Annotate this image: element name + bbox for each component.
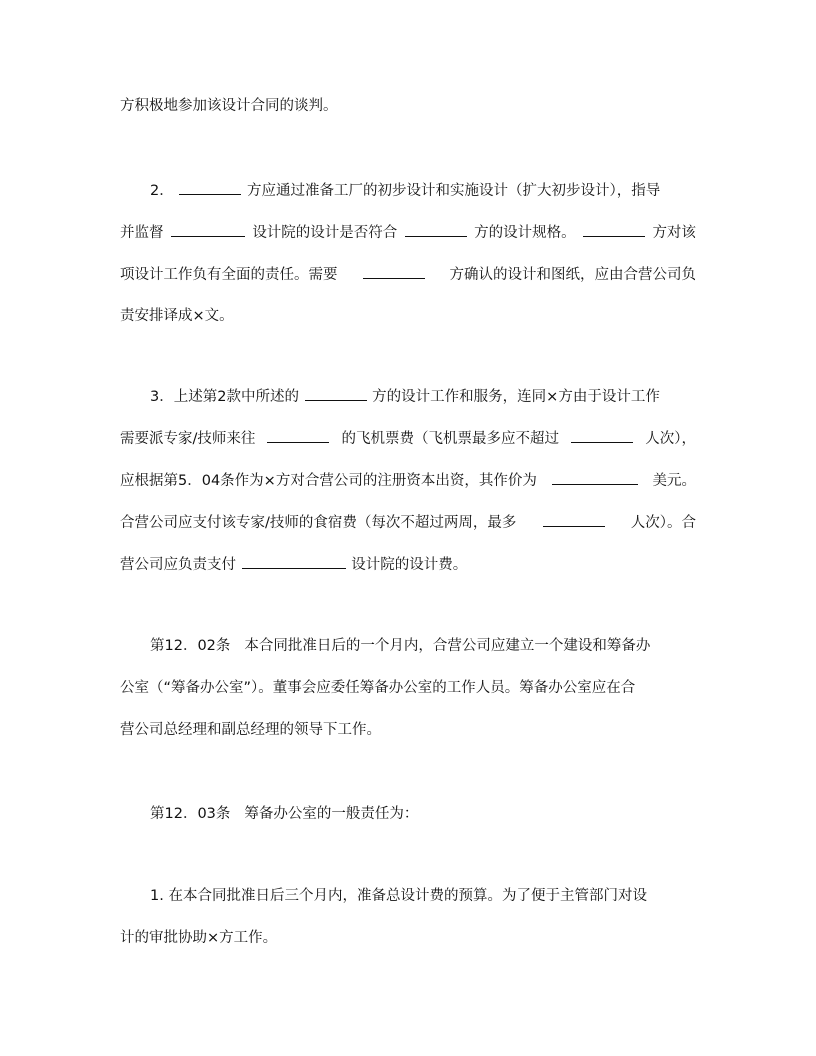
article-12-03-line-1: 第12．03条 筹备办公室的一般责任为： — [150, 806, 419, 822]
blank-field — [179, 180, 241, 195]
article-number: 第12．02条 — [150, 638, 231, 654]
paragraph-2-line-1: 2． 方应通过准备工厂的初步设计和实施设计（扩大初步设计），指导 — [150, 180, 660, 200]
paragraph-3-line-1: 3．上述第2款中所述的 方的设计工作和服务，连同×方由于设计工作 — [150, 386, 660, 406]
article-12-02-line-2: 公室（“筹备办公室”）。董事会应委任筹备办公室的工作人员。筹备办公室应在合 — [120, 680, 636, 696]
clause-number: 2． — [150, 183, 174, 199]
article-number: 第12．03条 — [150, 806, 231, 822]
paragraph-3-line-3: 应根据第5．04条作为×方对合营公司的注册资本出资，其作价为 美元。 — [120, 470, 696, 490]
paragraph-2-line-3: 项设计工作负有全面的责任。需要 方确认的设计和图纸，应由合营公司负 — [120, 264, 696, 284]
blank-field — [171, 222, 245, 237]
blank-field — [571, 428, 633, 443]
blank-field — [305, 386, 367, 401]
paragraph-1-line-1: 方积极地参加该设计合同的谈判。 — [120, 98, 338, 114]
paragraph-2-line-4: 责安排译成×文。 — [120, 308, 234, 324]
blank-field — [405, 222, 467, 237]
blank-field — [363, 264, 425, 279]
paragraph-3-line-2: 需要派专家/技师来往 的飞机票费（飞机票最多应不超过 人次）， — [120, 428, 696, 448]
paragraph-2-line-2: 并监督 设计院的设计是否符合 方的设计规格。 方对该 — [120, 222, 696, 242]
blank-field — [543, 512, 605, 527]
blank-field — [552, 470, 638, 485]
blank-field — [242, 554, 346, 569]
item-1-line-1: 1. 在本合同批准日后三个月内，准备总设计费的预算。为了便于主管部门对设 — [150, 888, 647, 904]
article-12-02-line-1: 第12．02条 本合同批准日后的一个月内，合营公司应建立一个建设和筹备办 — [150, 638, 651, 654]
article-12-02-line-3: 营公司总经理和副总经理的领导下工作。 — [120, 722, 381, 738]
blank-field — [267, 428, 329, 443]
blank-field — [583, 222, 645, 237]
paragraph-3-line-5: 营公司应负责支付 设计院的设计费。 — [120, 554, 467, 574]
item-1-line-2: 计的审批协助×方工作。 — [120, 930, 278, 946]
paragraph-3-line-4: 合营公司应支付该专家/技师的食宿费（每次不超过两周，最多 人次）。合 — [120, 512, 696, 532]
